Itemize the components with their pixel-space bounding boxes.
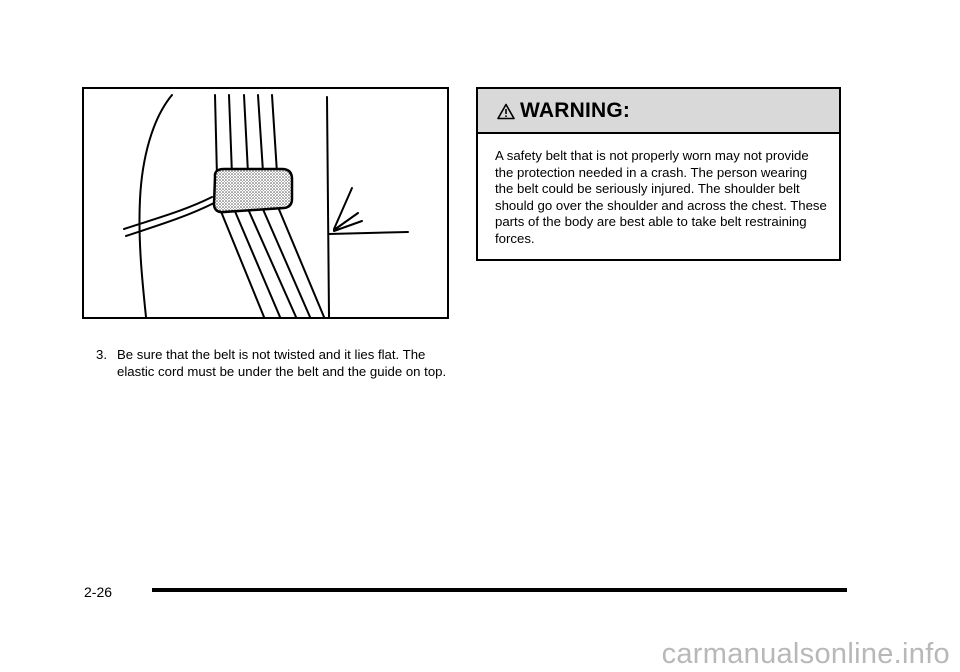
belt-strand — [262, 207, 310, 317]
warning-triangle-icon — [497, 103, 515, 120]
belt-guide-illustration — [82, 87, 449, 319]
belt-strand — [215, 95, 217, 177]
illustration-drawing — [84, 89, 447, 317]
page-number: 2-26 — [84, 584, 113, 600]
belt-strand — [272, 95, 277, 173]
belt-strand — [278, 207, 324, 317]
seat-back-line — [139, 95, 172, 317]
belt-strand — [244, 95, 248, 173]
elastic-cord — [124, 197, 212, 229]
belt-strand — [229, 95, 232, 175]
belt-strand — [258, 95, 263, 172]
step-number: 3. — [96, 347, 107, 362]
instruction-step — [96, 347, 456, 380]
warning-body: A safety belt that is not properly worn may not provide the protection needed in a crash. The person wearing the belt could be seriously injured. The shoulder belt should go over the shoulder and across the chest. These parts of the body are best able to take belt restraining forces. — [495, 148, 827, 246]
footer-rule — [152, 588, 847, 592]
warning-title: WARNING: — [520, 98, 631, 122]
step-text: Be sure that the belt is not twisted and it lies flat. The elastic cord must be under the belt and the guide on top. — [117, 347, 447, 379]
belt-strand — [248, 209, 296, 317]
warning-header — [478, 89, 839, 134]
occupant-outline — [327, 97, 329, 317]
watermark: carmanualsonline.info — [661, 638, 950, 670]
occupant-arm — [329, 232, 408, 234]
warning-box — [476, 87, 841, 261]
belt-guide — [214, 169, 292, 212]
